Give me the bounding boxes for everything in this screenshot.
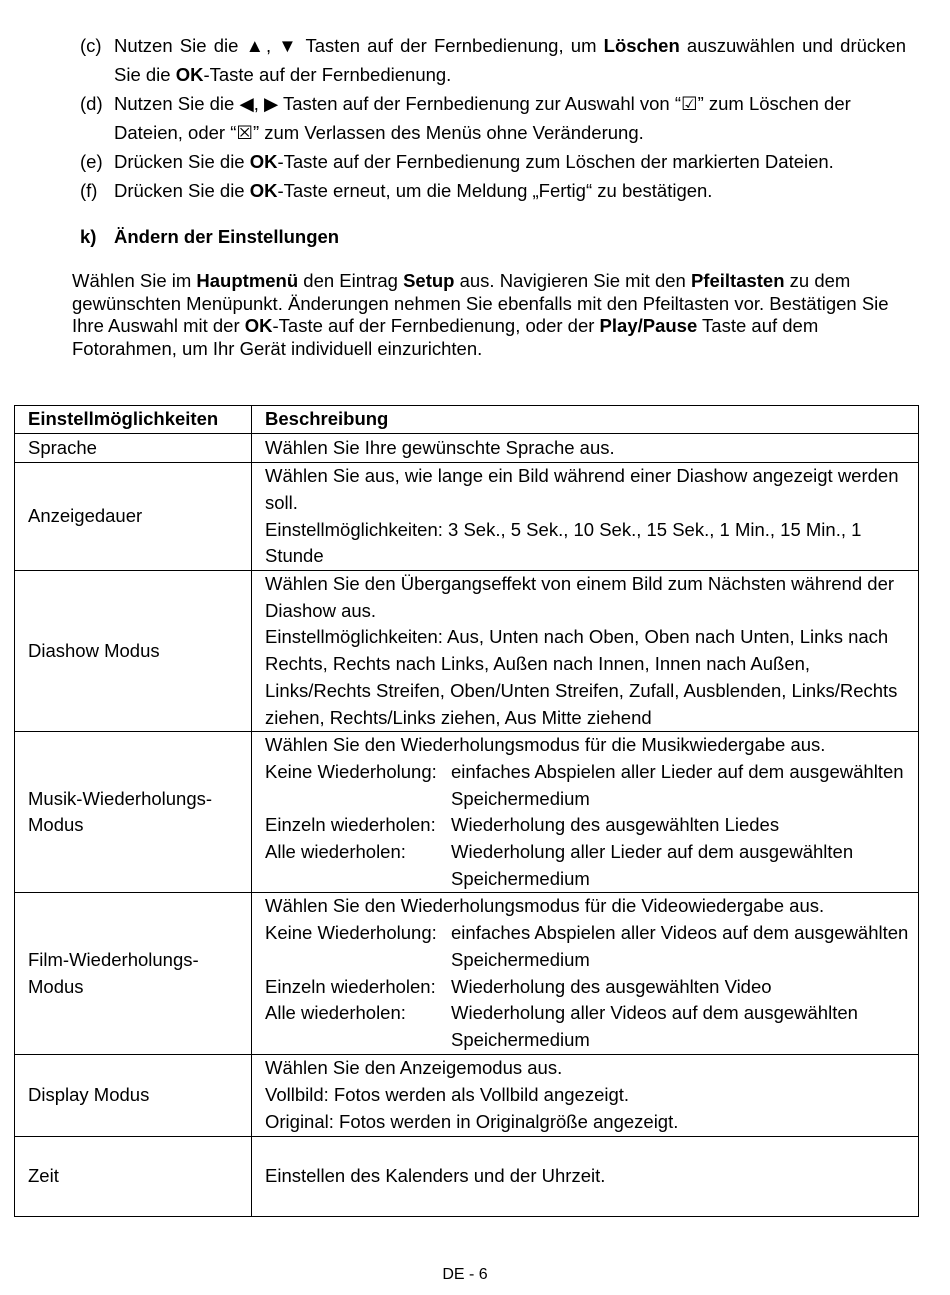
- section-marker: k): [80, 226, 97, 247]
- setting-name: Sprache: [15, 434, 252, 463]
- setting-name: Zeit: [15, 1136, 252, 1216]
- setting-description: Wählen Sie den Wiederholungsmodus für die Videowiedergabe aus. Keine Wiederholung: einfaches Abspielen aller Videos auf dem ausgewählten Speichermedium Einzeln wiederholen: Wiederholung des ausgewählten Video Alle wiederholen: Wiederholung aller Videos auf dem ausgewählten Speichermedium: [252, 893, 919, 1054]
- step-marker: (e): [80, 151, 103, 172]
- intro-paragraph: Wählen Sie im Hauptmenü den Eintrag Setup aus. Navigieren Sie mit den Pfeiltasten zu dem gewünschten Menüpunkt. Änderungen nehmen Sie ebenfalls mit den Pfeiltasten vor. Bestätigen Sie Ihre Auswahl mit der OK-Taste auf der Fernbedienung, oder der Play/Pause Taste auf dem Fotorahmen, um Ihr Gerät individuell einzurichten.: [72, 270, 889, 359]
- option-row: Keine Wiederholung: einfaches Abspielen aller Videos auf dem ausgewählten Speichermedium: [265, 922, 909, 970]
- setting-name: Diashow Modus: [15, 571, 252, 732]
- option-row: Keine Wiederholung: einfaches Abspielen aller Lieder auf dem ausgewählten Speichermedium: [265, 760, 904, 809]
- setting-name: Anzeigedauer: [15, 463, 252, 571]
- setting-name: Display Modus: [15, 1054, 252, 1136]
- step-e: [80, 147, 906, 176]
- page-number: DE - 6: [442, 1266, 488, 1283]
- step-marker: (d): [80, 93, 103, 114]
- setting-description: Einstellen des Kalenders und der Uhrzeit.: [252, 1136, 919, 1216]
- step-text: Nutzen Sie die ◀, ▶ Tasten auf der Fernbedienung zur Auswahl von “☑” zum Löschen der Dateien, oder “☒” zum Verlassen des Menüs ohne Veränderung.: [114, 93, 851, 143]
- table-row: [15, 434, 919, 463]
- setting-description: Wählen Sie aus, wie lange ein Bild während einer Diashow angezeigt werden soll. Einstellmöglichkeiten: 3 Sek., 5 Sek., 10 Sek., 15 Sek., 1 Min., 15 Min., 1 Stunde: [252, 463, 919, 571]
- table-row: [15, 1054, 919, 1136]
- table-header-row: [15, 406, 919, 434]
- step-marker: (c): [80, 35, 102, 56]
- section-heading: [80, 224, 339, 250]
- table-row: [15, 463, 919, 571]
- step-list: [80, 31, 906, 205]
- option-row: Alle wiederholen: Wiederholung aller Lieder auf dem ausgewählten Speichermedium: [265, 841, 854, 889]
- step-text: Drücken Sie die OK-Taste erneut, um die Meldung „Fertig“ zu bestätigen.: [114, 180, 713, 201]
- section-title: Ändern der Einstellungen: [114, 226, 340, 247]
- column-header: Einstellmöglichkeiten: [15, 406, 252, 434]
- step-f: [80, 176, 906, 205]
- setting-description: Wählen Sie Ihre gewünschte Sprache aus.: [252, 434, 919, 463]
- step-text: Nutzen Sie die ▲, ▼ Tasten auf der Fernbedienung, um Löschen auszuwählen und drücken Sie die OK-Taste auf der Fernbedienung.: [114, 35, 906, 85]
- setting-description: Wählen Sie den Anzeigemodus aus. Vollbild: Fotos werden als Vollbild angezeigt. Original: Fotos werden in Originalgröße angezeigt.: [252, 1054, 919, 1136]
- setting-name: Film-Wiederholungs- Modus: [15, 893, 252, 1054]
- step-text: Drücken Sie die OK-Taste auf der Fernbedienung zum Löschen der markierten Dateien.: [114, 151, 834, 172]
- setting-name: Musik-Wiederholungs- Modus: [15, 732, 252, 893]
- settings-table: [14, 405, 919, 1217]
- step-c: [80, 31, 906, 89]
- option-row: Einzeln wiederholen: Wiederholung des ausgewählten Video: [265, 975, 772, 997]
- table-row: [15, 893, 919, 1054]
- table-row: [15, 571, 919, 732]
- table-row: [15, 1136, 919, 1216]
- option-row: Einzeln wiederholen: Wiederholung des ausgewählten Liedes: [265, 814, 780, 836]
- column-header: Beschreibung: [252, 406, 919, 434]
- step-d: [80, 89, 906, 147]
- table-row: [15, 732, 919, 893]
- setting-description: Wählen Sie den Wiederholungsmodus für die Musikwiedergabe aus. Keine Wiederholung: einfaches Abspielen aller Lieder auf dem ausgewählten Speichermedium Einzeln wiederholen: Wiederholung des ausgewählten Liedes Alle wiederholen: Wiederholung aller Lieder auf dem ausgewählten Speichermedium: [252, 732, 919, 893]
- step-marker: (f): [80, 180, 98, 201]
- setting-description: Wählen Sie den Übergangseffekt von einem Bild zum Nächsten während der Diashow aus. Einstellmöglichkeiten: Aus, Unten nach Oben, Oben nach Unten, Links nach Rechts, Rechts nach Links, Außen nach Innen, Innen nach Außen, Links/Rechts Streifen, Oben/Unten Streifen, Zufall, Ausblenden, Links/Rechts ziehen, Rechts/Links ziehen, Aus Mitte ziehend: [252, 571, 919, 732]
- option-row: Alle wiederholen: Wiederholung aller Videos auf dem ausgewählten Speichermedium: [265, 1002, 858, 1050]
